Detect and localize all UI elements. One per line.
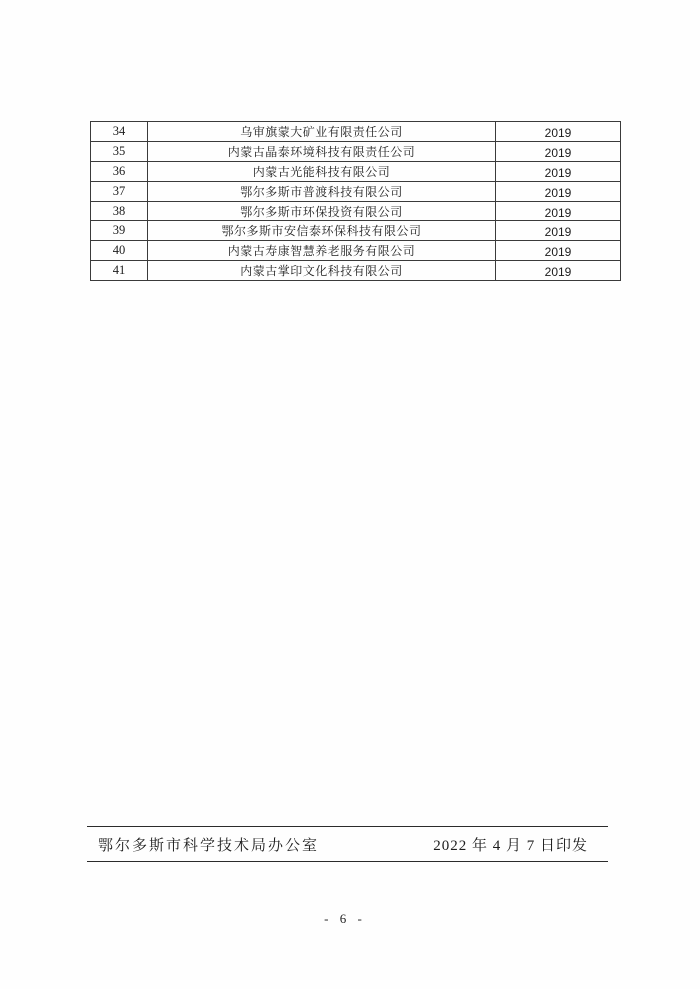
approval-year: 2019	[496, 261, 621, 281]
row-number: 38	[91, 201, 148, 221]
row-number: 34	[91, 122, 148, 142]
company-name: 内蒙古寿康智慧养老服务有限公司	[148, 241, 496, 261]
company-name: 内蒙古光能科技有限公司	[148, 161, 496, 181]
table-row	[91, 261, 621, 281]
table-row	[91, 141, 621, 161]
table-row	[91, 201, 621, 221]
company-name: 内蒙古掌印文化科技有限公司	[148, 261, 496, 281]
table-row	[91, 122, 621, 142]
company-table-body	[91, 122, 621, 281]
table-row	[91, 241, 621, 261]
company-name: 鄂尔多斯市环保投资有限公司	[148, 201, 496, 221]
row-number: 35	[91, 141, 148, 161]
table-row	[91, 161, 621, 181]
row-number: 40	[91, 241, 148, 261]
row-number: 37	[91, 181, 148, 201]
approval-year: 2019	[496, 141, 621, 161]
approval-year: 2019	[496, 122, 621, 142]
page-number: - 6 -	[324, 911, 366, 926]
row-number: 39	[91, 221, 148, 241]
row-number: 41	[91, 261, 148, 281]
table-row	[91, 181, 621, 201]
approval-year: 2019	[496, 201, 621, 221]
footer-issuer: 鄂尔多斯市科学技术局办公室	[98, 837, 320, 854]
table-row	[91, 221, 621, 241]
company-name: 鄂尔多斯市普渡科技有限公司	[148, 181, 496, 201]
footer-top-rule	[87, 826, 608, 827]
row-number: 36	[91, 161, 148, 181]
approval-year: 2019	[496, 181, 621, 201]
approval-year: 2019	[496, 241, 621, 261]
company-name: 内蒙古晶泰环境科技有限责任公司	[148, 141, 496, 161]
company-name: 鄂尔多斯市安信泰环保科技有限公司	[148, 221, 496, 241]
approval-year: 2019	[496, 221, 621, 241]
company-table	[90, 121, 621, 281]
footer-bottom-rule	[87, 861, 608, 862]
approval-year: 2019	[496, 161, 621, 181]
company-name: 乌审旗蒙大矿业有限责任公司	[148, 122, 496, 142]
footer-print-date: 2022 年 4 月 7 日印发	[433, 837, 588, 854]
footer-bar	[87, 828, 608, 860]
